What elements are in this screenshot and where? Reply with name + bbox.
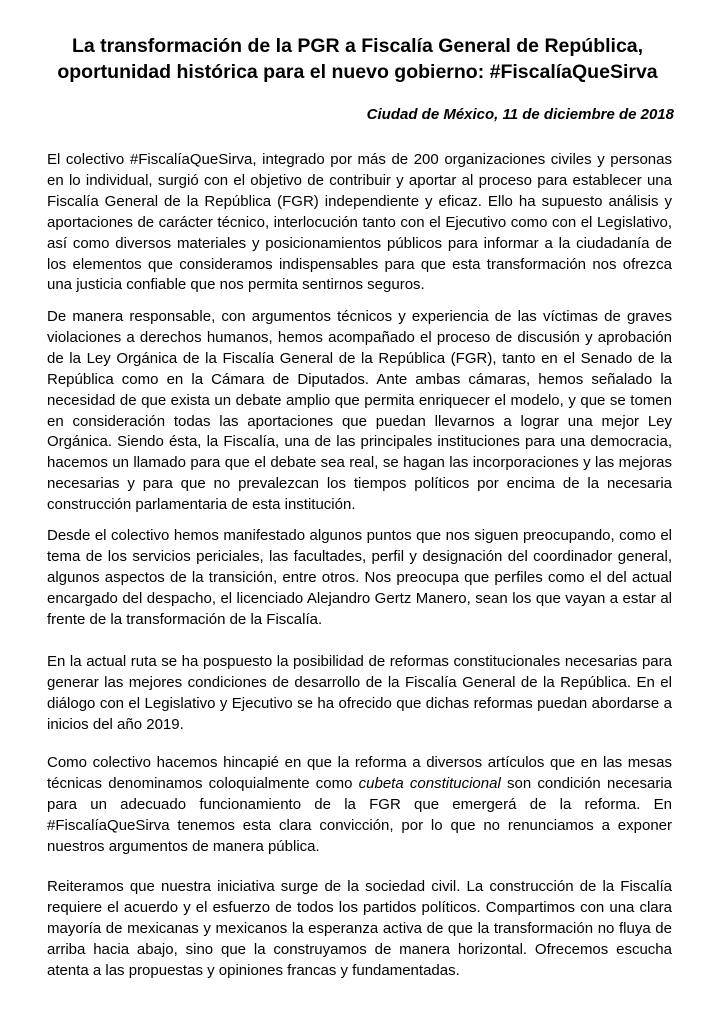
paragraph-6: Reiteramos que nuestra iniciativa surge de la sociedad civil. La construcción de la Fiscalía requiere el acuerdo y el esfuerzo de todos los partidos políticos. Compartimos con una clara mayoría de mexicanas y mexicanos la esperanza activa de que la transformación no fluya de arriba hacia abajo, sino que la construyamos de manera horizontal. Ofrecemos escucha atenta a las propuestas y opiniones francas y fundamentadas. xyxy=(47,878,672,979)
document-title xyxy=(40,33,675,85)
paragraph-5-italic-term: cubeta constitucional xyxy=(358,774,501,792)
paragraph-5-text-after: son condición necesaria para un adecuado funcionamiento de la FGR que emergerá de la reforma. En #FiscalíaQueSirva tenemos esta clara convicción, por lo que no renunciamos a exponer nuestros argumentos de manera pública. xyxy=(47,774,673,855)
paragraph-3: Desde el colectivo hemos manifestado algunos puntos que nos siguen preocupando, como el tema de los servicios periciales, las facultades, perfil y designación del coordinador general, algunos aspectos de la transición, entre otros. Nos preocupa que perfiles como el del actual encargado del despacho, el licenciado Alejandro Gertz Manero, sean los que vayan a estar al frente de la transformación de la Fiscalía. xyxy=(47,527,672,628)
title-line-2: oportunidad histórica para el nuevo gobierno: #FiscalíaQueSirva xyxy=(57,61,658,83)
paragraph-2: De manera responsable, con argumentos técnicos y experiencia de las víctimas de graves violaciones a derechos humanos, hemos acompañado el proceso de discusión y aprobación de la Ley Orgánica de la Fiscalía General de la República (FGR), tanto en el Senado de la República como en la Cámara de Diputados. Ante ambas cámaras, hemos señalado la necesidad de que exista un debate amplio que permita enriquecer el modelo, y que se tomen en consideración todas las aportaciones que puedan llevarnos a lograr una mejor Ley Orgánica. Siendo ésta, la Fiscalía, una de las principales instituciones para una democracia, hacemos un llamado para que el debate sea real, se hagan las incorporaciones y las mejoras necesarias y para que no prevalezcan los tiempos políticos por encima de la necesaria construcción parlamentaria de esta institución. xyxy=(47,308,672,514)
paragraph-1: El colectivo #FiscalíaQueSirva, integrado por más de 200 organizaciones civiles y personas en lo individual, surgió con el objetivo de contribuir y aportar al proceso para establecer una Fiscalía General de la República (FGR) independiente y eficaz. Ello ha supuesto análisis y aportaciones de carácter técnico, interlocución tanto con el Ejecutivo como con el Legislativo, así como diversos materiales y posicionamientos públicos para informar a la ciudadanía de los elementos que consideramos indispensables para que esta transformación nos ofrezca una justicia confiable que nos permita sentirnos seguros. xyxy=(47,151,672,294)
paragraph-5 xyxy=(47,753,672,858)
paragraph-5-text-before: Como colectivo hacemos hincapié en que la reforma a diversos artículos que en las mesas técnicas denominamos coloquialmente como xyxy=(47,754,672,792)
paragraph-4: En la actual ruta se ha pospuesto la posibilidad de reformas constitucionales necesarias para generar las mejores condiciones de desarrollo de la Fiscalía General de la República. En el diálogo con el Legislativo y Ejecutivo se ha ofrecido que dichas reformas puedan abordarse a inicios del año 2019. xyxy=(47,653,672,733)
title-line-1: La transformación de la PGR a Fiscalía General de República, xyxy=(71,35,644,57)
dateline: Ciudad de México, 11 de diciembre de 2018 xyxy=(366,106,674,123)
